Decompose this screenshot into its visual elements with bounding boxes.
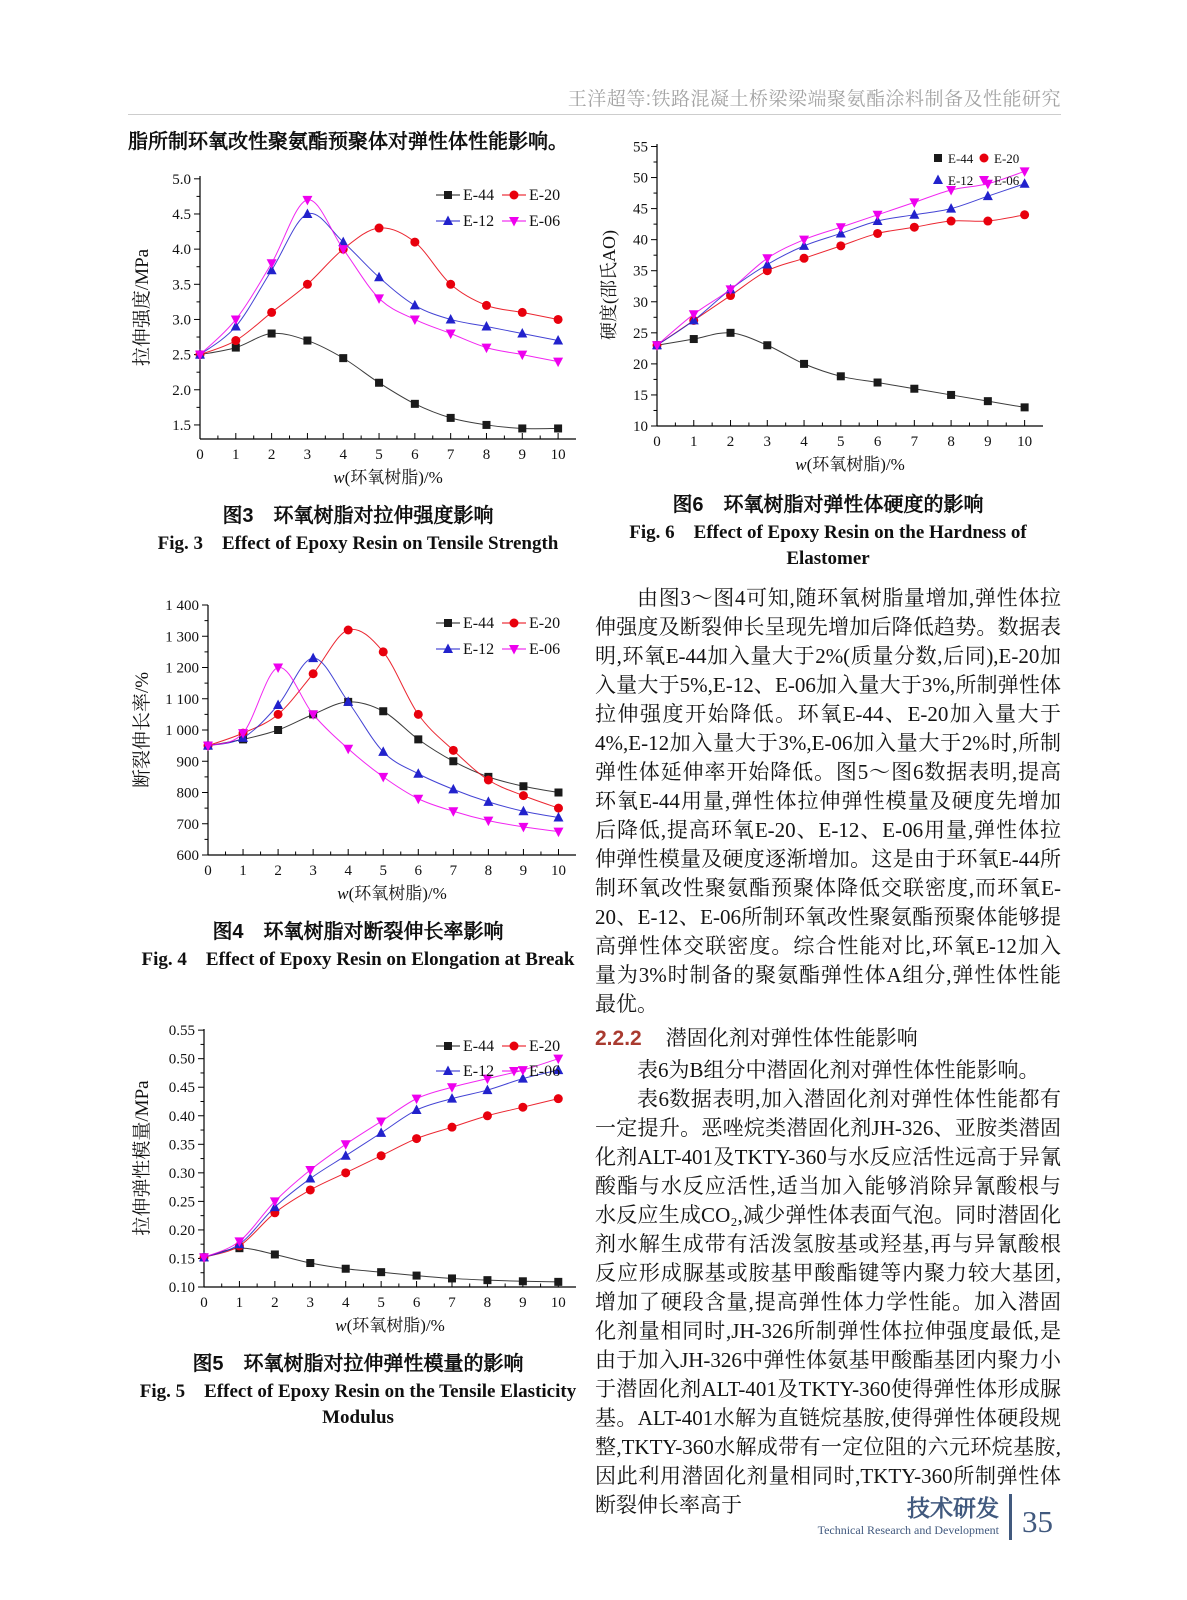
svg-text:10: 10 (550, 1295, 566, 1311)
svg-text:20: 20 (633, 356, 648, 373)
figure-5-caption-en: Fig. 5 Effect of Epoxy Resin on the Tensile Elasticity Modulus (139, 1381, 577, 1428)
svg-text:9: 9 (984, 434, 992, 450)
svg-text:1 000: 1 000 (165, 723, 199, 739)
svg-text:w(环氧树脂)/%: w(环氧树脂)/% (337, 884, 447, 903)
footer-section-en: Technical Research and Development (817, 1523, 999, 1537)
svg-text:0: 0 (204, 863, 212, 879)
svg-text:6: 6 (412, 1295, 421, 1311)
svg-text:3: 3 (309, 863, 317, 879)
footer-section-label (818, 1496, 999, 1538)
figure-3-caption-zh: 图3 环氧树脂对拉伸强度影响 (222, 505, 494, 527)
body-paragraph-3: 表6数据表明,加入潜固化剂对弹性体性能都有一定提升。恶唑烷类潜固化剂JH-326、亚胺类潜固化剂ALT-401及TKTY-360与水反应活性远高于异氰酸酯与水反应活性,适当加入能够消除异氰酸根与水反应生成CO₂,减少弹性体表面气泡。同时潜固化剂水解生成带有活泼氢胺基或羟基,再与异氰酸根反应形成脲基或胺基甲酸酯键等内聚力较大基团,增加了硬段含量,提高弹性体力学性能。加入潜固化剂量相同时,JH-326所制弹性体拉伸强度最低,是由于加入JH-326中弹性体氨基甲酸酯基团内聚力小于潜固化剂ALT-401及TKTY-360使得弹性体形成脲基。ALT-401水解为直链烷基胺,使得弹性体硬段规整,TKTY-360水解成带有一定位阻的六元环烷基胺,因此利用潜固化剂量相同时,TKTY-360所制弹性体断裂伸长率高于 (595, 1087, 1061, 1517)
svg-text:E-20: E-20 (994, 151, 1020, 166)
footer-page-number: 35 (1022, 1503, 1053, 1539)
svg-text:4: 4 (344, 863, 352, 879)
section-number: 2.2.2 (595, 1027, 642, 1050)
svg-text:15: 15 (633, 387, 648, 404)
svg-text:E-12: E-12 (948, 173, 974, 188)
svg-text:3.5: 3.5 (172, 277, 191, 294)
svg-text:600: 600 (176, 848, 199, 864)
svg-text:1 100: 1 100 (165, 691, 199, 708)
svg-text:4: 4 (339, 447, 347, 463)
svg-text:E-20: E-20 (529, 615, 561, 632)
fig6-hardness-chart (595, 134, 1061, 486)
svg-text:拉伸强度/MPa: 拉伸强度/MPa (132, 248, 153, 367)
svg-text:5: 5 (837, 434, 845, 450)
svg-text:55: 55 (633, 139, 648, 156)
svg-text:w(环氧树脂)/%: w(环氧树脂)/% (335, 1316, 445, 1335)
svg-text:0.35: 0.35 (168, 1137, 195, 1154)
svg-text:2.5: 2.5 (172, 347, 191, 364)
svg-text:0.45: 0.45 (168, 1080, 195, 1097)
svg-text:1.5: 1.5 (172, 417, 191, 434)
svg-text:6: 6 (411, 447, 419, 463)
figure-5 (128, 1015, 588, 1431)
svg-text:6: 6 (873, 434, 882, 450)
svg-text:E-44: E-44 (463, 1038, 495, 1055)
figure-6-caption-en: Fig. 6 Effect of Epoxy Resin on the Hardness of Elastomer (629, 522, 1027, 569)
svg-text:7: 7 (446, 447, 455, 463)
svg-text:0: 0 (196, 447, 204, 463)
svg-text:4.5: 4.5 (172, 206, 191, 223)
svg-text:3: 3 (303, 447, 312, 463)
body-paragraph-1: 由图3～图4可知,随环氧树脂量增加,弹性体拉伸强度及断裂伸长呈现先增加后降低趋势。数据表明,环氧E-44加入量大于2%(质量分数,后同),E-20加入量大于5%,E-12、E-06加入量大于3%,所制弹性体拉伸强度开始降低。环氧E-44、E-20加入量大于4%,E-12加入量大于3%,E-06加入量大于2%时,所制弹性体延伸率开始降低。图5～图6数据表明,提高环氧E-44用量,弹性体拉伸弹性模量及硬度先增加后降低,提高环氧E-20、E-12、E-06用量,弹性体拉伸弹性模量及硬度逐渐增加。这是由于环氧E-44所制环氧改性聚氨酯预聚体降低交联密度,而环氧E-20、E-12、E-06所制环氧改性聚氨酯预聚体能够提高弹性体交联密度。综合性能对比,环氧E-12加入量为3%时制备的聚氨酯弹性体A组分,弹性体性能最优。 (595, 586, 1061, 1016)
svg-text:0: 0 (200, 1295, 208, 1311)
svg-text:9: 9 (519, 1295, 527, 1311)
svg-text:E-12: E-12 (463, 213, 495, 230)
svg-text:3: 3 (763, 434, 772, 450)
svg-text:5: 5 (379, 863, 387, 879)
svg-text:E-44: E-44 (948, 151, 974, 166)
svg-text:1 400: 1 400 (165, 598, 199, 614)
svg-text:40: 40 (633, 232, 648, 249)
svg-text:35: 35 (633, 263, 648, 280)
body-paragraph-2: 表6为B组分中潜固化剂对弹性体性能影响。 (637, 1058, 1040, 1082)
figure-4 (128, 593, 588, 973)
right-column (595, 126, 1061, 1520)
svg-text:E-06: E-06 (529, 1063, 561, 1080)
footer-section-zh: 技术研发 (907, 1495, 999, 1521)
fig4-elongation-chart (128, 593, 588, 913)
left-column (128, 126, 588, 1431)
svg-text:2.0: 2.0 (172, 382, 191, 399)
svg-text:0.20: 0.20 (168, 1222, 195, 1239)
svg-text:E-06: E-06 (529, 641, 561, 658)
page-footer (818, 1494, 1053, 1540)
svg-text:10: 10 (550, 447, 566, 463)
svg-text:2: 2 (267, 447, 276, 463)
svg-text:10: 10 (550, 863, 566, 879)
svg-text:拉伸弹性模量/MPa: 拉伸弹性模量/MPa (132, 1080, 153, 1236)
svg-text:800: 800 (176, 785, 199, 802)
svg-text:w(环氧树脂)/%: w(环氧树脂)/% (795, 455, 905, 474)
svg-text:5.0: 5.0 (172, 171, 191, 188)
svg-text:900: 900 (176, 754, 199, 771)
svg-text:4.0: 4.0 (172, 242, 191, 259)
figure-6-caption-zh: 图6 环氧树脂对弹性体硬度的影响 (672, 494, 984, 516)
svg-text:7: 7 (449, 863, 458, 879)
svg-text:9: 9 (518, 447, 527, 463)
svg-text:700: 700 (176, 816, 199, 833)
svg-text:E-20: E-20 (529, 1038, 561, 1055)
svg-text:w(环氧树脂)/%: w(环氧树脂)/% (333, 468, 443, 487)
fig5-elastic-modulus-chart (128, 1015, 588, 1345)
svg-text:10: 10 (633, 419, 648, 435)
svg-text:E-06: E-06 (529, 213, 561, 230)
svg-text:1 200: 1 200 (165, 660, 199, 677)
svg-text:7: 7 (448, 1295, 456, 1311)
section-heading-2-2-2 (595, 1024, 1061, 1053)
svg-text:7: 7 (910, 434, 919, 450)
svg-text:0.10: 0.10 (168, 1280, 195, 1296)
svg-text:1: 1 (232, 447, 240, 463)
footer-divider (1009, 1494, 1012, 1540)
svg-text:0.55: 0.55 (168, 1023, 195, 1040)
svg-text:8: 8 (947, 434, 955, 450)
figure-4-caption-en: Fig. 4 Effect of Epoxy Resin on Elongation at Break (141, 949, 575, 970)
svg-text:45: 45 (633, 201, 648, 218)
svg-text:E-06: E-06 (994, 173, 1020, 188)
header-rule (128, 114, 1061, 115)
svg-text:8: 8 (482, 447, 491, 463)
figure-6 (595, 134, 1061, 572)
svg-text:0.40: 0.40 (168, 1108, 195, 1125)
svg-text:8: 8 (484, 863, 493, 879)
svg-text:5: 5 (375, 447, 383, 463)
figure-3-caption-en: Fig. 3 Effect of Epoxy Resin on Tensile Strength (157, 533, 559, 554)
svg-text:1: 1 (690, 434, 698, 450)
svg-text:2: 2 (726, 434, 735, 450)
svg-text:0.30: 0.30 (168, 1165, 195, 1182)
svg-text:0.15: 0.15 (168, 1251, 195, 1268)
svg-text:1: 1 (239, 863, 247, 879)
svg-text:0.50: 0.50 (168, 1051, 195, 1068)
svg-text:0: 0 (653, 434, 661, 450)
svg-text:硬度(邵氏AO): 硬度(邵氏AO) (599, 230, 619, 340)
section-title: 潜固化剂对弹性体性能影响 (665, 1027, 918, 1050)
svg-text:1 300: 1 300 (165, 629, 199, 646)
running-head: 王洋超等:铁路混凝土桥梁梁端聚氨酯涂料制备及性能研究 (567, 89, 1061, 110)
svg-text:5: 5 (377, 1295, 385, 1311)
fig3-tensile-strength-chart (128, 162, 588, 497)
svg-text:3.0: 3.0 (172, 312, 191, 329)
svg-text:0.25: 0.25 (168, 1194, 195, 1211)
figure-4-caption-zh: 图4 环氧树脂对断裂伸长率影响 (212, 921, 504, 943)
svg-text:E-20: E-20 (529, 187, 561, 204)
svg-text:E-12: E-12 (463, 1063, 495, 1080)
svg-text:1: 1 (235, 1295, 244, 1311)
svg-text:4: 4 (341, 1295, 350, 1311)
svg-text:6: 6 (414, 863, 423, 879)
intro-text: 脂所制环氧改性聚氨酯预聚体对弹性体性能影响。 (128, 131, 568, 153)
svg-text:2: 2 (271, 1295, 279, 1311)
svg-text:8: 8 (483, 1295, 492, 1311)
svg-text:3: 3 (306, 1295, 315, 1311)
svg-text:2: 2 (274, 863, 282, 879)
svg-text:E-44: E-44 (463, 615, 495, 632)
figure-5-caption-zh: 图5 环氧树脂对拉伸弹性模量的影响 (192, 1353, 524, 1375)
figure-3 (128, 162, 588, 557)
svg-text:10: 10 (1017, 434, 1033, 450)
svg-text:25: 25 (633, 325, 648, 342)
svg-text:9: 9 (519, 863, 528, 879)
svg-text:断裂伸长率/%: 断裂伸长率/% (132, 671, 153, 789)
svg-text:4: 4 (800, 434, 808, 450)
svg-text:E-12: E-12 (463, 641, 495, 658)
svg-text:50: 50 (633, 170, 648, 187)
svg-text:E-44: E-44 (463, 187, 495, 204)
page-columns (128, 126, 1061, 1520)
svg-text:30: 30 (633, 294, 648, 311)
